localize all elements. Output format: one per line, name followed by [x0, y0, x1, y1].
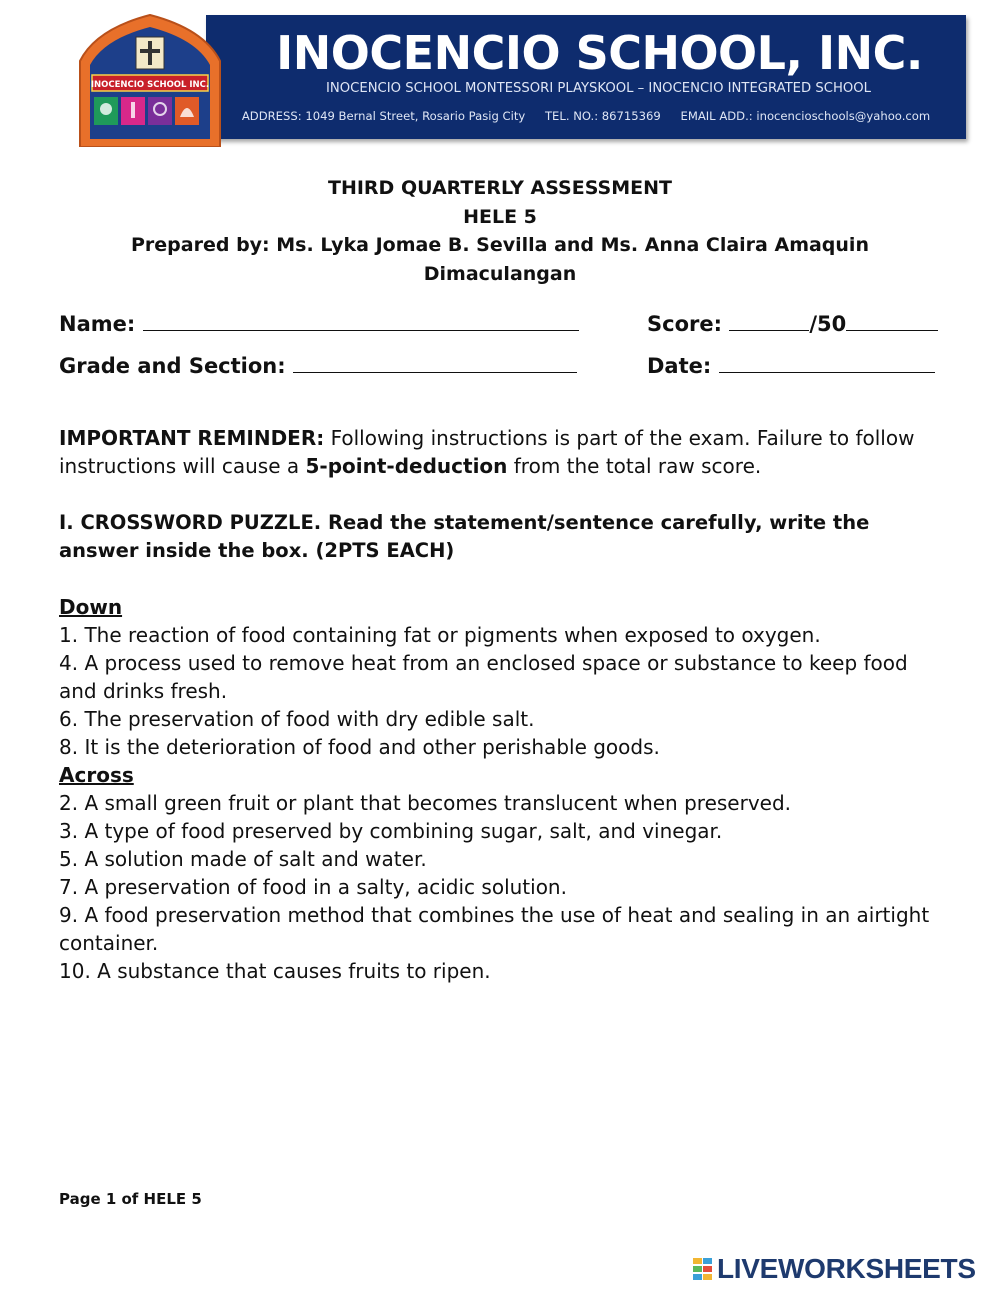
prepared-by: Prepared by: Ms. Lyka Jomae B. Sevilla and Ms. Anna Claira Amaquin	[131, 234, 869, 256]
school-email: EMAIL ADD.: inocencioschools@yahoo.com	[680, 109, 931, 123]
date-label: Date:	[647, 354, 712, 378]
down-clue: 6. The preservation of food with dry edible salt.	[59, 707, 535, 731]
school-contact	[206, 109, 966, 123]
score-label: Score:	[647, 312, 722, 336]
school-logo-icon	[76, 13, 224, 147]
down-clue: 8. It is the deterioration of food and other perishable goods.	[59, 735, 660, 759]
section-instruction: I. CROSSWORD PUZZLE. Read the statement/sentence carefully, write the answer inside the box. (2PTS EACH)	[59, 511, 870, 562]
across-heading: Across	[59, 763, 134, 787]
score-total: /50	[809, 312, 847, 336]
reminder-text-1: Following instructions is part of the exam. Failure to follow instructions will cause a	[59, 426, 915, 478]
score-trailing-line	[846, 312, 938, 331]
school-banner	[206, 15, 966, 139]
logo-text: INOCENCIO SCHOOL INC.	[90, 80, 210, 90]
name-input-line[interactable]	[143, 312, 579, 331]
school-subtitle: INOCENCIO SCHOOL MONTESSORI PLAYSKOOL – INOCENCIO INTEGRATED SCHOOL	[326, 81, 871, 96]
across-clue: 2. A small green fruit or plant that becomes translucent when preserved.	[59, 791, 792, 815]
grade-section-label: Grade and Section:	[59, 354, 286, 378]
clues-list	[59, 593, 949, 985]
across-clue: 3. A type of food preserved by combining sugar, salt, and vinegar.	[59, 819, 723, 843]
name-label: Name:	[59, 312, 136, 336]
page-number: Page 1 of HELE 5	[59, 1190, 202, 1208]
score-field	[647, 312, 938, 336]
date-field	[647, 354, 935, 378]
important-reminder	[59, 424, 949, 480]
down-clue: 1. The reaction of food containing fat or pigments when exposed to oxygen.	[59, 623, 821, 647]
score-input-line[interactable]	[729, 312, 809, 331]
name-field	[59, 312, 579, 336]
school-address: ADDRESS: 1049 Bernal Street, Rosario Pasig City	[241, 109, 526, 123]
prepared-by-cont: Dimaculangan	[423, 262, 577, 285]
down-clue: 4. A process used to remove heat from an enclosed space or substance to keep food and drinks fresh.	[59, 651, 908, 703]
liveworksheets-logo	[693, 1255, 976, 1283]
across-clue: 7. A preservation of food in a salty, acidic solution.	[59, 875, 567, 899]
reminder-text-2: from the total raw score.	[507, 454, 762, 478]
across-clue: 5. A solution made of salt and water.	[59, 847, 427, 871]
across-clue: 9. A food preservation method that combines the use of heat and sealing in an airtight container.	[59, 903, 930, 955]
reminder-label: IMPORTANT REMINDER:	[59, 426, 325, 450]
across-clue: 10. A substance that causes fruits to ripen.	[59, 959, 491, 983]
grade-section-field	[59, 354, 577, 378]
date-input-line[interactable]	[719, 354, 935, 373]
assessment-title: THIRD QUARTERLY ASSESSMENT	[328, 177, 672, 199]
school-name: INOCENCIO SCHOOL, INC.	[276, 26, 923, 80]
grade-section-input-line[interactable]	[293, 354, 577, 373]
school-tel: TEL. NO.: 86715369	[544, 109, 661, 123]
subject-title: HELE 5	[463, 205, 537, 228]
liveworksheets-brand: LIVEWORKSHEETS	[717, 1253, 976, 1284]
liveworksheets-icon	[693, 1258, 713, 1280]
assessment-title-block	[90, 174, 910, 288]
reminder-emphasis: 5-point-deduction	[305, 454, 508, 478]
down-heading: Down	[59, 595, 123, 619]
